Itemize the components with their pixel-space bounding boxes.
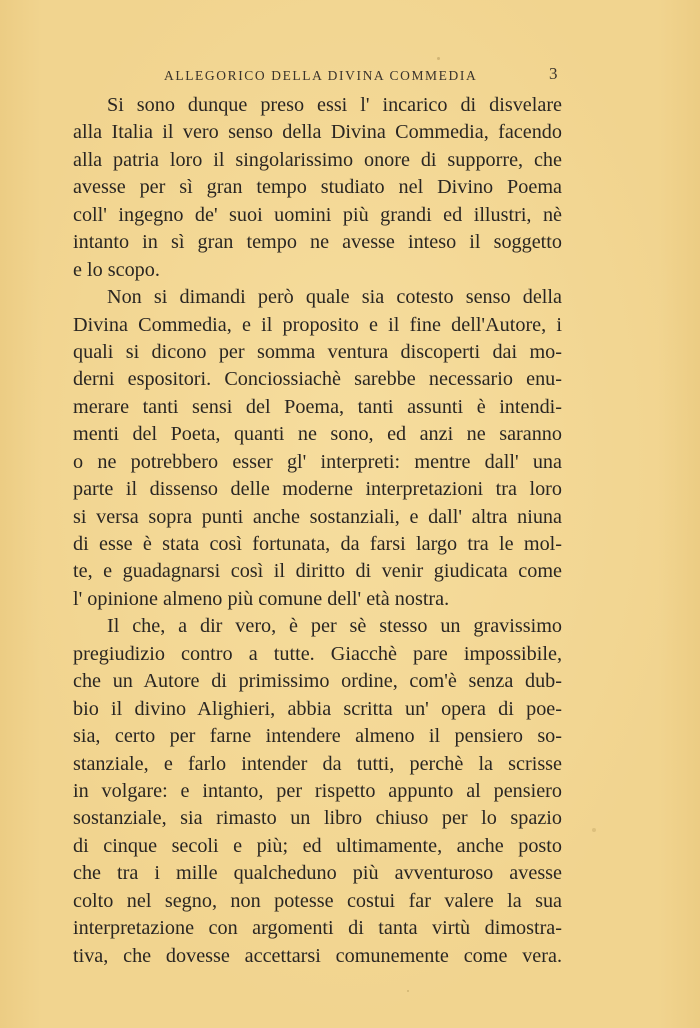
text-line: intanto in sì gran tempo ne avesse inteso il soggetto <box>73 231 562 254</box>
text-line: l' opinione almeno più comune dell' età nostra. <box>73 587 450 610</box>
text-line: quali si dicono per somma ventura discoperti dai mo- <box>73 340 562 363</box>
text-line: avesse per sì gran tempo studiato nel Divino Poema <box>73 176 562 199</box>
text-line: bio il divino Alighieri, abbia scritta un' opera di poe- <box>73 697 562 720</box>
text-line: colto nel segno, non potesse costui far valere la sua <box>73 889 562 912</box>
text-line: alla Italia il vero senso della Divina Commedia, facendo <box>73 121 562 144</box>
text-line: te, e guadagnarsi così il diritto di venir giudicata come <box>73 560 562 583</box>
text-line: Il che, a dir vero, è per sè stesso un gravissimo <box>107 615 562 638</box>
page-number: 3 <box>549 64 558 83</box>
text-line: che tra i mille qualcheduno più avventuroso avesse <box>73 862 562 885</box>
text-line: stanziale, e farlo intender da tutti, perchè la scrisse <box>73 752 562 775</box>
text-line: derni espositori. Conciossiachè sarebbe necessario enu- <box>73 368 562 391</box>
text-line: e lo scopo. <box>73 258 160 281</box>
text-line: tiva, che dovesse accettarsi comunemente come vera. <box>73 944 562 967</box>
text-line: Non si dimandi però quale sia cotesto senso della <box>107 286 562 309</box>
text-line: pregiudizio contro a tutte. Giacchè pare impossibile, <box>73 642 562 665</box>
paper-speck <box>407 990 409 992</box>
body-text <box>73 92 562 970</box>
paper-speck <box>592 828 596 832</box>
text-line: Si sono dunque preso essi l' incarico di disvelare <box>107 94 562 116</box>
text-line: si versa sopra punti anche sostanziali, e dall' altra niuna <box>73 505 562 528</box>
text-line: sia, certo per farne intendere almeno il pensiero so- <box>73 725 562 748</box>
paper-speck <box>437 57 440 60</box>
text-line: in volgare: e intanto, per rispetto appunto al pensiero <box>73 779 562 802</box>
text-line: che un Autore di primissimo ordine, com'è senza dub- <box>73 670 562 693</box>
text-line: Divina Commedia, e il proposito e il fine dell'Autore, i <box>73 313 562 336</box>
text-line: o ne potrebbero esser gl' interpreti: mentre dall' una <box>73 450 562 473</box>
text-line: di cinque secoli e più; ed ultimamente, anche posto <box>73 834 562 857</box>
running-head: ALLEGORICO DELLA DIVINA COMMEDIA <box>164 68 478 83</box>
text-line: sostanziale, sia rimasto un libro chiuso per lo spazio <box>73 807 562 830</box>
text-line: di esse è stata così fortunata, da farsi largo tra le mol- <box>73 533 562 555</box>
text-line: interpretazione con argomenti di tanta virtù dimostra- <box>73 917 562 940</box>
text-line: coll' ingegno de' suoi uomini più grandi ed illustri, nè <box>73 203 562 226</box>
text-line: menti del Poeta, quanti ne sono, ed anzi ne saranno <box>73 423 562 446</box>
text-line: merare tanti sensi del Poema, tanti assunti è intendi- <box>73 395 562 418</box>
text-line: alla patria loro il singolarissimo onore di supporre, che <box>73 148 562 171</box>
text-line: parte il dissenso delle moderne interpretazioni tra loro <box>73 478 562 501</box>
